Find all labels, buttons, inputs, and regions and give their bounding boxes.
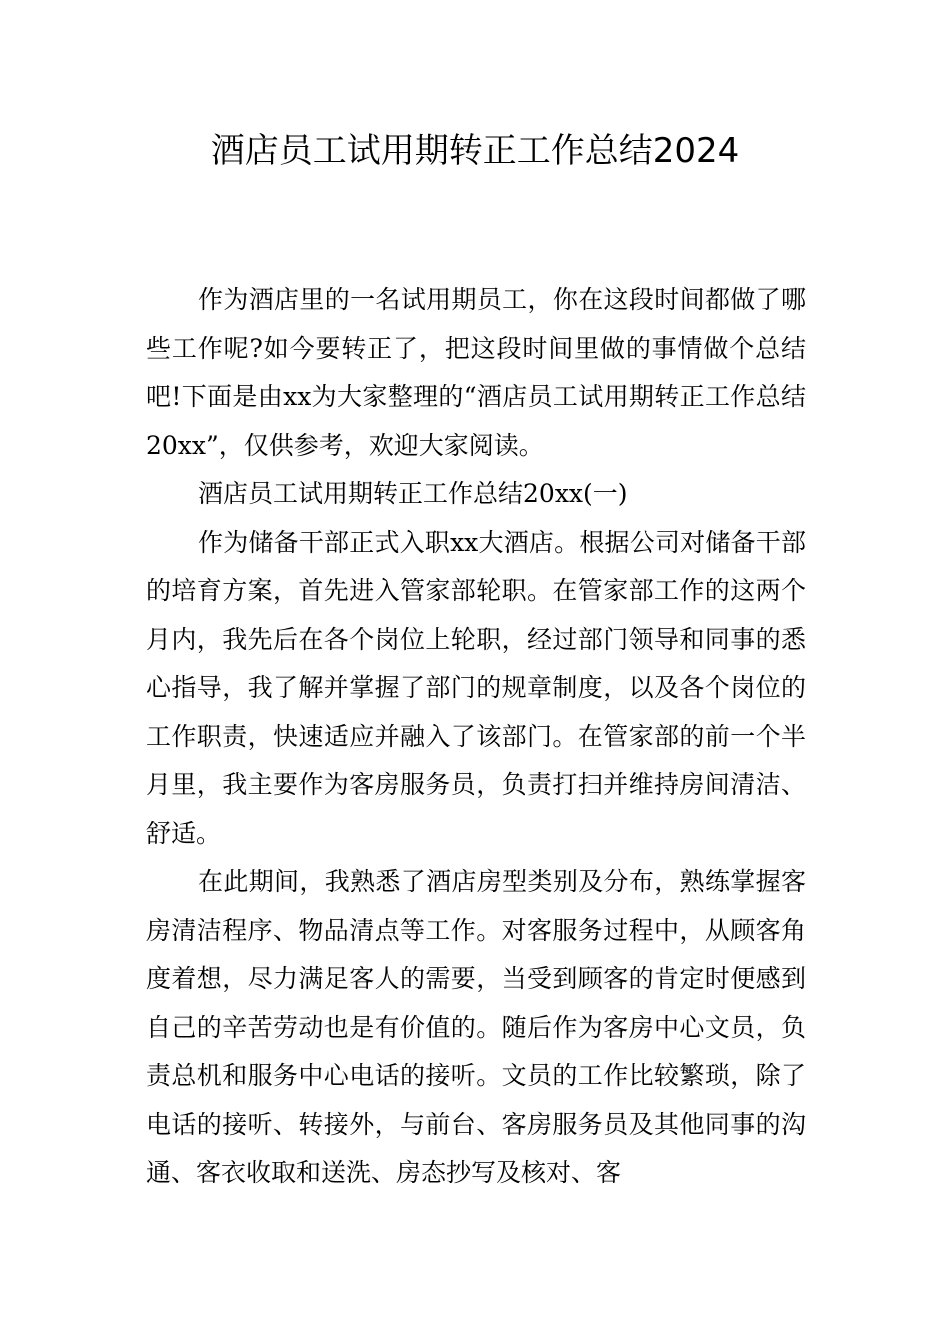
- body-paragraph: 在此期间，我熟悉了酒店房型类别及分布，熟练掌握客房清洁程序、物品清点等工作。对客服务过程中，从顾客角度着想，尽力满足客人的需要，当受到顾客的肯定时便感到自己的辛苦劳动也是有价值的。随后作为客房中心文员，负责总机和服务中心电话的接听。文员的工作比较繁琐，除了电话的接听、转接外，与前台、客房服务员及其他同事的沟通、客衣收取和送洗、房态抄写及核对、客: [146, 867, 806, 1187]
- document-title: 酒店员工试用期转正工作总结2024: [210, 131, 740, 171]
- document-body: [146, 276, 806, 1198]
- intro-paragraph: 作为酒店里的一名试用期员工，你在这段时间都做了哪些工作呢?如今要转正了，把这段时间里做的事情做个总结吧!下面是由xx为大家整理的“酒店员工试用期转正工作总结20xx”，仅供参考，欢迎大家阅读。: [146, 285, 806, 460]
- body-paragraph: 作为储备干部正式入职xx大酒店。根据公司对储备干部的培育方案，首先进入管家部轮职。在管家部工作的这两个月内，我先后在各个岗位上轮职，经过部门领导和同事的悉心指导，我了解并掌握了部门的规章制度，以及各个岗位的工作职责，快速适应并融入了该部门。在管家部的前一个半月里，我主要作为客房服务员，负责打扫并维持房间清洁、舒适。: [146, 527, 806, 848]
- section-heading: 酒店员工试用期转正工作总结20xx(一): [198, 479, 628, 508]
